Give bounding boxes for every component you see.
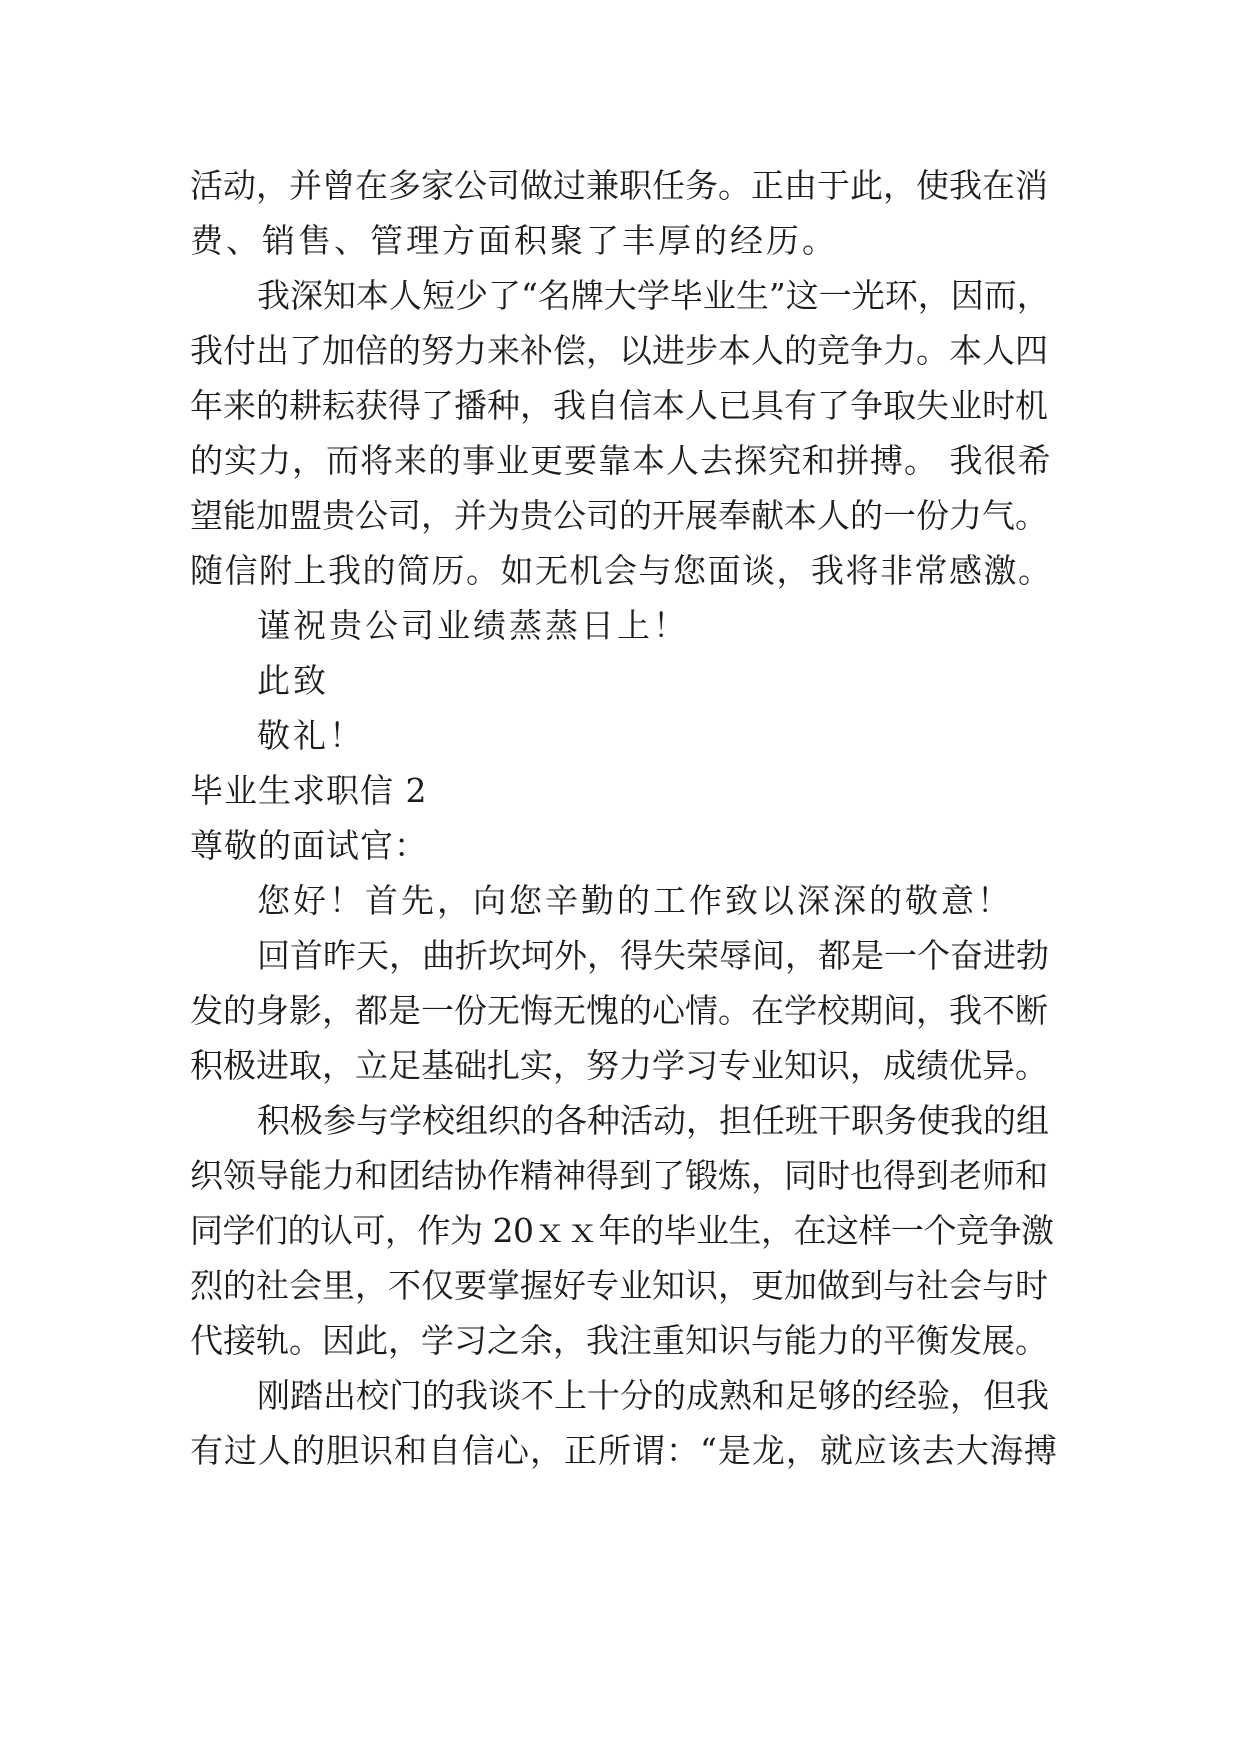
- text-line: 发的身影，都是一份无悔无愧的心情。在学校期间，我不断: [190, 991, 1048, 1030]
- text-line: 代接轨。因此，学习之余，我注重知识与能力的平衡发展。: [190, 1321, 1048, 1360]
- paragraph-start-line: 积极参与学校组织的各种活动，担任班干职务使我的组: [257, 1101, 1049, 1140]
- text-line: 积极进取，立足基础扎实，努力学习专业知识，成绩优异。: [190, 1046, 1048, 1085]
- text-line: 望能加盟贵公司，并为贵公司的开展奉献本人的一份力气。: [190, 496, 1048, 535]
- text-line: 随信附上我的简历。如无机会与您面谈，我将非常感激。: [190, 551, 1053, 590]
- greeting: 尊敬的面试官：: [190, 826, 428, 865]
- section-title: 毕业生求职信 2: [190, 771, 428, 810]
- paragraph-start-line: 您好！首先，向您辛勤的工作致以深深的敬意！: [257, 881, 1013, 920]
- paragraph-start-line: 我深知本人短少了“名牌大学毕业生”这一光环，因而，: [257, 276, 1050, 315]
- text-line: 的实力，而将来的事业更要靠本人去探究和拼搏。 我很希: [190, 441, 1052, 480]
- text-line: 费、销售、管理方面积聚了丰厚的经历。: [190, 221, 838, 260]
- salutation-respect: 敬礼！: [257, 716, 365, 755]
- closing-wish: 谨祝贵公司业绩蒸蒸日上！: [257, 606, 689, 645]
- text-line: 有过人的胆识和自信心，正所谓：“是龙，就应该去大海搏: [190, 1431, 1058, 1470]
- text-line: 我付出了加倍的努力来补偿，以进步本人的竞争力。本人四: [190, 331, 1048, 370]
- salutation-close: 此致: [257, 661, 329, 700]
- text-line: 烈的社会里，不仅要掌握好专业知识，更加做到与社会与时: [190, 1266, 1048, 1305]
- text-line: 活动，并曾在多家公司做过兼职任务。正由于此，使我在消: [190, 166, 1048, 205]
- paragraph-start-line: 刚踏出校门的我谈不上十分的成熟和足够的经验，但我: [257, 1376, 1049, 1415]
- paragraph-start-line: 回首昨天，曲折坎坷外，得失荣辱间，都是一个奋进勃: [257, 936, 1049, 975]
- text-line: 年来的耕耘获得了播种，我自信本人已具有了争取失业时机: [190, 386, 1048, 425]
- text-line: 织领导能力和团结协作精神得到了锻炼，同时也得到老师和: [190, 1156, 1048, 1195]
- text-line: 同学们的认可，作为 20ｘｘ年的毕业生，在这样一个竞争激: [190, 1211, 1054, 1250]
